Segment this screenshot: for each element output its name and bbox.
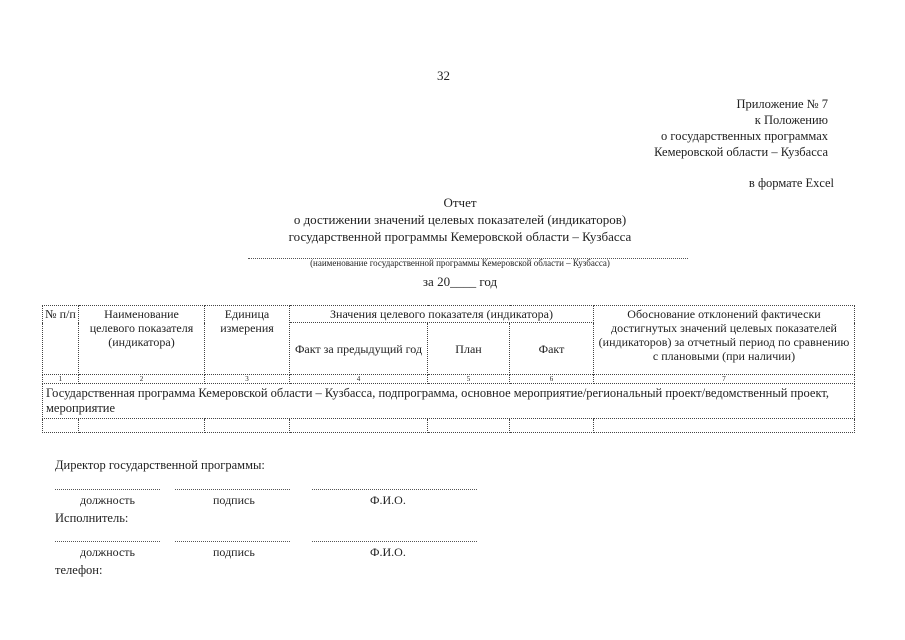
position-label: должность (80, 545, 135, 559)
header-num: № п/п (43, 306, 79, 375)
title-line: о достижении значений целевых показателей (индикаторов) (293, 212, 627, 227)
section-cell: Государственная программа Кемеровской области – Кузбасса, подпрограмма, основное мероприятие/региональный проект/ведомственный проект, мероприятие (43, 384, 855, 419)
signature-label: подпись (213, 493, 255, 507)
page-number: 32 (437, 68, 450, 83)
appendix-block (560, 96, 828, 160)
program-caption: (наименование государственной программы Кемеровской области – Кузбасса) (310, 258, 610, 268)
signature-line (175, 489, 290, 490)
title-line: государственной программы Кемеровской области – Кузбасса (288, 229, 632, 244)
column-number: 5 (428, 375, 510, 384)
report-table (42, 305, 855, 433)
title-line: Отчет (443, 195, 477, 210)
header-name: Наименование целевого показателя (индикатора) (79, 306, 205, 375)
column-number-row (43, 375, 855, 384)
table-cell (510, 419, 594, 433)
table-cell (290, 419, 428, 433)
table-cell (594, 419, 855, 433)
year-line: за 20____ год (422, 274, 498, 289)
signature-label: подпись (213, 545, 255, 559)
column-number: 6 (510, 375, 594, 384)
report-title (200, 194, 720, 245)
appendix-line: Приложение № 7 (736, 97, 828, 111)
column-number: 3 (205, 375, 290, 384)
header-fact: Факт (510, 323, 594, 375)
header-plan: План (428, 323, 510, 375)
table-cell (428, 419, 510, 433)
column-number: 7 (594, 375, 855, 384)
format-note: в формате Excel (748, 176, 834, 190)
table-cell (79, 419, 205, 433)
appendix-line: к Положению (754, 113, 828, 127)
column-number: 2 (79, 375, 205, 384)
fio-line (312, 489, 477, 490)
position-line (55, 541, 160, 542)
column-number: 4 (290, 375, 428, 384)
executor-title: Исполнитель: (55, 511, 129, 525)
table-cell (205, 419, 290, 433)
fio-line (312, 541, 477, 542)
table-header-row (43, 306, 855, 323)
header-justification: Обоснование отклонений фактически достигнутых значений целевых показателей (индикаторов) за отчетный период по сравнению с плановыми (при наличии) (594, 306, 855, 375)
header-unit: Единица измерения (205, 306, 290, 375)
column-number: 1 (43, 375, 79, 384)
director-title: Директор государственной программы: (55, 458, 265, 472)
header-fact-prev: Факт за предыдущий год (290, 323, 428, 375)
header-values-group: Значения целевого показателя (индикатора) (290, 306, 594, 323)
appendix-line: о государственных программах (661, 129, 828, 143)
phone-label: телефон: (55, 563, 103, 577)
table-row (43, 419, 855, 433)
appendix-line: Кемеровской области – Кузбасса (654, 145, 828, 159)
signature-line (175, 541, 290, 542)
position-label: должность (80, 493, 135, 507)
position-line (55, 489, 160, 490)
fio-label: Ф.И.О. (370, 493, 406, 507)
fio-label: Ф.И.О. (370, 545, 406, 559)
table-cell (43, 419, 79, 433)
table-section-row (43, 384, 855, 419)
